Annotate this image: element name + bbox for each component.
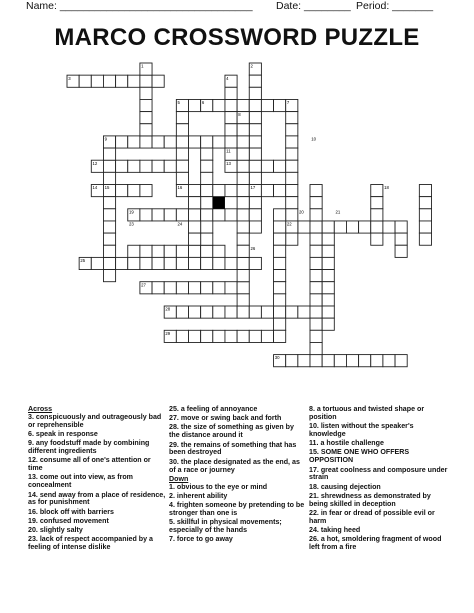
grid-cell[interactable] xyxy=(189,330,201,342)
grid-cell[interactable] xyxy=(189,221,201,233)
grid-cell[interactable] xyxy=(152,160,164,172)
grid-cell[interactable] xyxy=(322,233,334,245)
grid-cell[interactable] xyxy=(310,257,322,269)
grid-cell[interactable] xyxy=(225,185,237,197)
grid-cell[interactable] xyxy=(128,136,140,148)
grid-cell[interactable] xyxy=(322,270,334,282)
grid-cell[interactable] xyxy=(140,112,152,124)
grid-cell[interactable] xyxy=(237,257,249,269)
grid-cell[interactable] xyxy=(176,209,188,221)
grid-cell[interactable] xyxy=(225,330,237,342)
grid-cell[interactable] xyxy=(334,221,346,233)
grid-cell[interactable] xyxy=(189,257,201,269)
across-clue-19: 19. confused movement xyxy=(28,516,109,525)
grid-cell[interactable] xyxy=(201,257,213,269)
grid-cell[interactable] xyxy=(225,209,237,221)
down-heading: Down xyxy=(169,474,189,483)
grid-cell[interactable] xyxy=(225,282,237,294)
grid-cell[interactable] xyxy=(346,221,358,233)
grid-cell[interactable] xyxy=(140,99,152,111)
grid-cell[interactable] xyxy=(249,112,261,124)
grid-cell[interactable] xyxy=(286,112,298,124)
grid-cell[interactable] xyxy=(419,209,431,221)
grid-cell[interactable] xyxy=(189,306,201,318)
grid-cell[interactable] xyxy=(140,124,152,136)
clue-column-1 xyxy=(28,406,166,553)
grid-cell[interactable] xyxy=(189,136,201,148)
grid-cell[interactable] xyxy=(274,294,286,306)
grid-cell[interactable] xyxy=(237,197,249,209)
grid-cell[interactable] xyxy=(189,245,201,257)
grid-cell[interactable] xyxy=(164,209,176,221)
grid-cell[interactable] xyxy=(310,270,322,282)
grid-cell[interactable] xyxy=(201,282,213,294)
grid-cell[interactable] xyxy=(201,136,213,148)
grid-cell[interactable] xyxy=(274,282,286,294)
grid-cell[interactable] xyxy=(419,233,431,245)
grid-cell[interactable] xyxy=(286,209,298,221)
grid-cell[interactable] xyxy=(176,245,188,257)
clue-number: 6 xyxy=(201,100,205,106)
grid-cell[interactable] xyxy=(201,209,213,221)
grid-cell[interactable] xyxy=(140,245,152,257)
grid-cell[interactable] xyxy=(237,282,249,294)
grid-cell[interactable] xyxy=(201,245,213,257)
grid-cell[interactable] xyxy=(103,257,115,269)
grid-cell[interactable] xyxy=(79,75,91,87)
grid-cell[interactable] xyxy=(140,257,152,269)
grid-cell[interactable] xyxy=(237,245,249,257)
grid-cell[interactable] xyxy=(213,185,225,197)
grid-cell[interactable] xyxy=(419,221,431,233)
grid-cell[interactable] xyxy=(128,160,140,172)
grid-cell[interactable] xyxy=(310,306,322,318)
grid-cell[interactable] xyxy=(286,172,298,184)
clue-number: 21 xyxy=(335,209,341,215)
grid-cell[interactable] xyxy=(274,270,286,282)
grid-cell[interactable] xyxy=(261,160,273,172)
grid-cell[interactable] xyxy=(310,330,322,342)
grid-cell[interactable] xyxy=(152,209,164,221)
grid-cell[interactable] xyxy=(213,330,225,342)
grid-cell[interactable] xyxy=(116,160,128,172)
down-clue-18: 18. causing dejection xyxy=(309,482,381,491)
clue-number: 24 xyxy=(177,221,183,227)
grid-cell[interactable] xyxy=(371,185,383,197)
grid-cell[interactable] xyxy=(201,221,213,233)
grid-cell[interactable] xyxy=(225,112,237,124)
grid-cell[interactable] xyxy=(213,306,225,318)
grid-cell[interactable] xyxy=(286,160,298,172)
grid-cell[interactable] xyxy=(237,294,249,306)
across-clue-30: 30. the place designated as the end, as of a race or journey xyxy=(169,457,300,474)
down-clue-24: 24. taking heed xyxy=(309,526,361,535)
across-clue-28: 28. the size of something as given by the distance around it xyxy=(169,423,294,440)
across-clue-6: 6. speak in response xyxy=(28,430,98,439)
grid-cell[interactable] xyxy=(140,87,152,99)
grid-cell[interactable] xyxy=(140,136,152,148)
grid-cell[interactable] xyxy=(395,245,407,257)
clue-number: 26 xyxy=(250,245,256,251)
clue-number: 27 xyxy=(141,282,146,288)
across-clue-14: 14. send away from a place of residence, as for punishment xyxy=(28,490,166,507)
grid-cell[interactable] xyxy=(201,148,213,160)
grid-cell[interactable] xyxy=(201,185,213,197)
grid-cell[interactable] xyxy=(310,342,322,354)
across-clue-23: 23. lack of respect accompanied by a feeling of intense dislike xyxy=(28,535,153,552)
down-clue-22: 22. in fear or dread of possible evil or harm xyxy=(309,508,435,525)
across-heading: Across xyxy=(28,405,53,413)
down-clue-4: 4. frighten someone by pretending to be stronger than one is xyxy=(169,501,305,517)
grid-cell[interactable] xyxy=(103,233,115,245)
grid-cell[interactable] xyxy=(395,355,407,367)
grid-cell[interactable] xyxy=(322,294,334,306)
grid-cell[interactable] xyxy=(310,282,322,294)
grid-cell[interactable] xyxy=(152,136,164,148)
clue-number: 25 xyxy=(80,258,86,263)
grid-cell[interactable] xyxy=(176,136,188,148)
grid-cell[interactable] xyxy=(213,282,225,294)
clue-number: 16 xyxy=(177,185,183,191)
grid-cell[interactable] xyxy=(103,148,115,160)
grid-cell[interactable] xyxy=(322,318,334,330)
grid-cell[interactable] xyxy=(310,221,322,233)
across-clue-13: 13. come out into view, as from concealment xyxy=(28,473,133,490)
grid-cell[interactable] xyxy=(189,233,201,245)
grid-cell[interactable] xyxy=(249,148,261,160)
clue-number: 19 xyxy=(128,209,134,215)
across-clue-9: 9. any foodstuff made by combining different ingredients xyxy=(28,439,150,456)
across-clue-20: 20. slightly salty xyxy=(28,526,83,535)
grid-cell[interactable] xyxy=(249,257,261,269)
grid-cell[interactable] xyxy=(274,99,286,111)
clue-number: 28 xyxy=(165,306,171,312)
down-clue-17: 17. great coolness and composure under strain xyxy=(309,465,448,482)
clue-number: 11 xyxy=(226,148,231,154)
grid-cell[interactable] xyxy=(152,282,164,294)
grid-cell[interactable] xyxy=(286,148,298,160)
grid-cell[interactable] xyxy=(213,245,225,257)
grid-cell[interactable] xyxy=(140,185,152,197)
shaded-square xyxy=(213,197,225,209)
grid-cell[interactable] xyxy=(176,282,188,294)
grid-cell[interactable] xyxy=(176,124,188,136)
grid-cell[interactable] xyxy=(322,355,334,367)
grid-cell[interactable] xyxy=(237,306,249,318)
grid-cell[interactable] xyxy=(103,75,115,87)
grid-cell[interactable] xyxy=(128,245,140,257)
grid-cell[interactable] xyxy=(152,257,164,269)
grid-cell[interactable] xyxy=(213,257,225,269)
grid-cell[interactable] xyxy=(286,185,298,197)
grid-cell[interactable] xyxy=(310,197,322,209)
grid-cell[interactable] xyxy=(249,87,261,99)
grid-cell[interactable] xyxy=(371,233,383,245)
down-clue-26: 26. a hot, smoldering fragment of wood left from a fire xyxy=(309,535,442,552)
grid-cell[interactable] xyxy=(225,124,237,136)
clue-number: 9 xyxy=(104,136,108,142)
grid-cell[interactable] xyxy=(225,306,237,318)
grid-cell[interactable] xyxy=(371,221,383,233)
clue-number: 23 xyxy=(128,221,134,227)
grid-cell[interactable] xyxy=(274,233,286,245)
clue-number: 20 xyxy=(299,209,304,215)
grid-cell[interactable] xyxy=(274,221,286,233)
clue-number: 15 xyxy=(104,185,110,191)
grid-cell[interactable] xyxy=(201,172,213,184)
clue-number: 5 xyxy=(177,100,180,106)
clue-number: 17 xyxy=(250,185,256,191)
grid-cell[interactable] xyxy=(274,318,286,330)
grid-cell[interactable] xyxy=(274,160,286,172)
clue-number: 8 xyxy=(238,112,241,118)
grid-cell[interactable] xyxy=(310,185,322,197)
grid-cell[interactable] xyxy=(310,245,322,257)
grid-cell[interactable] xyxy=(419,197,431,209)
grid-cell[interactable] xyxy=(91,257,103,269)
grid-cell[interactable] xyxy=(176,306,188,318)
grid-cell[interactable] xyxy=(237,330,249,342)
grid-cell[interactable] xyxy=(103,221,115,233)
grid-cell[interactable] xyxy=(201,160,213,172)
down-clue-11: 11. a hostile challenge xyxy=(309,439,384,448)
period-field[interactable]: Period: _______ xyxy=(356,0,434,12)
grid-cell[interactable] xyxy=(176,148,188,160)
grid-cell[interactable] xyxy=(116,185,128,197)
grid-cell[interactable] xyxy=(176,330,188,342)
grid-cell[interactable] xyxy=(322,282,334,294)
grid-cell[interactable] xyxy=(310,318,322,330)
clue-number: 29 xyxy=(165,330,171,336)
grid-cell[interactable] xyxy=(103,209,115,221)
grid-cell[interactable] xyxy=(261,330,273,342)
grid-cell[interactable] xyxy=(164,136,176,148)
grid-cell[interactable] xyxy=(249,136,261,148)
grid-cell[interactable] xyxy=(201,197,213,209)
grid-cell[interactable] xyxy=(371,355,383,367)
down-clue-7: 7. force to go away xyxy=(169,535,233,544)
grid-cell[interactable] xyxy=(237,233,249,245)
grid-cell[interactable] xyxy=(286,136,298,148)
grid-cell[interactable] xyxy=(237,148,249,160)
grid-cell[interactable] xyxy=(91,75,103,87)
grid-cell[interactable] xyxy=(298,221,310,233)
grid-cell[interactable] xyxy=(103,270,115,282)
grid-cell[interactable] xyxy=(249,75,261,87)
grid-cell[interactable] xyxy=(201,306,213,318)
grid-cell[interactable] xyxy=(395,221,407,233)
grid-cell[interactable] xyxy=(383,355,395,367)
clue-number: 10 xyxy=(311,136,316,142)
grid-cell[interactable] xyxy=(213,99,225,111)
grid-cell[interactable] xyxy=(249,209,261,221)
down-clue-2: 2. inherent ability xyxy=(169,491,228,500)
grid-cell[interactable] xyxy=(249,124,261,136)
grid-cell[interactable] xyxy=(176,160,188,172)
grid-cell[interactable] xyxy=(298,306,310,318)
across-clue-3: 3. conspicuously and outrageously bad or reprehensible xyxy=(28,412,162,429)
grid-cell[interactable] xyxy=(128,75,140,87)
grid-cell[interactable] xyxy=(322,221,334,233)
grid-cell[interactable] xyxy=(140,75,152,87)
grid-cell[interactable] xyxy=(213,136,225,148)
grid-cell[interactable] xyxy=(164,257,176,269)
grid-cell[interactable] xyxy=(298,355,310,367)
grid-cell[interactable] xyxy=(274,306,286,318)
grid-cell[interactable] xyxy=(261,99,273,111)
grid-cell[interactable] xyxy=(103,197,115,209)
grid-cell[interactable] xyxy=(249,160,261,172)
grid-cell[interactable] xyxy=(359,355,371,367)
grid-cell[interactable] xyxy=(237,185,249,197)
grid-cell[interactable] xyxy=(225,87,237,99)
clue-number: 14 xyxy=(92,185,98,191)
page-title: MARCO CROSSWORD PUZZLE xyxy=(54,24,420,51)
grid-cell[interactable] xyxy=(286,197,298,209)
grid-cell[interactable] xyxy=(225,99,237,111)
clue-number: 30 xyxy=(274,355,280,361)
clue-number: 7 xyxy=(286,100,290,106)
down-clue-21: 21. shrewdness as demonstrated by being skilled in deception xyxy=(309,491,431,508)
grid-cell[interactable] xyxy=(237,99,249,111)
grid-cell[interactable] xyxy=(346,355,358,367)
grid-cell[interactable] xyxy=(286,355,298,367)
grid-cell[interactable] xyxy=(274,330,286,342)
grid-cell[interactable] xyxy=(249,306,261,318)
grid-cell[interactable] xyxy=(371,197,383,209)
grid-cell[interactable] xyxy=(237,172,249,184)
clue-number: 22 xyxy=(286,221,292,227)
across-clue-12: 12. consume all of one's attention or time xyxy=(28,456,151,473)
grid-cell[interactable] xyxy=(189,197,201,209)
grid-cell[interactable] xyxy=(249,221,261,233)
name-field[interactable]: Name: _________________________________ xyxy=(26,0,253,12)
grid-cell[interactable] xyxy=(322,306,334,318)
grid-cell[interactable] xyxy=(286,306,298,318)
grid-cell[interactable] xyxy=(274,185,286,197)
grid-cell[interactable] xyxy=(310,355,322,367)
grid-cell[interactable] xyxy=(140,209,152,221)
grid-cell[interactable] xyxy=(140,160,152,172)
grid-cell[interactable] xyxy=(116,136,128,148)
clue-number: 1 xyxy=(141,63,144,69)
grid-cell[interactable] xyxy=(274,245,286,257)
grid-cell[interactable] xyxy=(128,185,140,197)
grid-cell[interactable] xyxy=(116,257,128,269)
grid-cell[interactable] xyxy=(201,330,213,342)
grid-cell[interactable] xyxy=(274,257,286,269)
grid-cell[interactable] xyxy=(128,257,140,269)
grid-cell[interactable] xyxy=(395,233,407,245)
grid-cell[interactable] xyxy=(322,245,334,257)
grid-cell[interactable] xyxy=(164,160,176,172)
grid-cell[interactable] xyxy=(103,245,115,257)
grid-cell[interactable] xyxy=(371,209,383,221)
clue-column-2 xyxy=(169,406,306,545)
grid-cell[interactable] xyxy=(383,221,395,233)
grid-cell[interactable] xyxy=(310,294,322,306)
down-clue-5: 5. skillful in physical movements; especially of the hands xyxy=(169,518,282,535)
grid-cell[interactable] xyxy=(237,209,249,221)
grid-cell[interactable] xyxy=(334,355,346,367)
across-clue-29: 29. the remains of something that has been destroyed xyxy=(169,440,297,457)
grid-cell[interactable] xyxy=(261,185,273,197)
down-clue-10: 10. listen without the speaker's knowledge xyxy=(309,422,414,439)
clue-number: 12 xyxy=(92,160,98,166)
grid-cell[interactable] xyxy=(310,233,322,245)
grid-cell[interactable] xyxy=(249,99,261,111)
clue-number: 4 xyxy=(226,75,229,81)
grid-cell[interactable] xyxy=(116,75,128,87)
grid-cell[interactable] xyxy=(286,124,298,136)
grid-cell[interactable] xyxy=(249,172,261,184)
grid-cell[interactable] xyxy=(249,197,261,209)
across-clue-27: 27. move or swing back and forth xyxy=(169,414,282,423)
grid-cell[interactable] xyxy=(322,257,334,269)
grid-cell[interactable] xyxy=(189,282,201,294)
grid-cell[interactable] xyxy=(286,233,298,245)
grid-cell[interactable] xyxy=(152,75,164,87)
grid-cell[interactable] xyxy=(176,257,188,269)
grid-cell[interactable] xyxy=(237,270,249,282)
grid-cell[interactable] xyxy=(261,306,273,318)
clue-number: 18 xyxy=(384,185,389,191)
grid-cell[interactable] xyxy=(225,257,237,269)
grid-cell[interactable] xyxy=(237,160,249,172)
grid-cell[interactable] xyxy=(176,112,188,124)
across-clue-16: 16. block off with barriers xyxy=(28,507,114,516)
clue-number: 3 xyxy=(68,75,71,81)
grid-cell[interactable] xyxy=(359,221,371,233)
down-clue-8: 8. a tortuous and twisted shape or position xyxy=(309,405,425,421)
grid-cell[interactable] xyxy=(164,282,176,294)
date-field[interactable]: Date: ________ xyxy=(276,0,351,12)
clue-number: 2 xyxy=(250,63,253,69)
grid-cell[interactable] xyxy=(189,185,201,197)
grid-cell[interactable] xyxy=(164,245,176,257)
grid-cell[interactable] xyxy=(237,136,249,148)
grid-cell[interactable] xyxy=(249,330,261,342)
clue-number: 13 xyxy=(226,160,231,166)
grid-cell[interactable] xyxy=(237,221,249,233)
grid-cell[interactable] xyxy=(103,160,115,172)
grid-cell[interactable] xyxy=(103,172,115,184)
down-clue-15: 15. SOME ONE WHO OFFERS OPPOSITION xyxy=(309,448,410,465)
clue-column-3 xyxy=(309,406,449,553)
grid-cell[interactable] xyxy=(189,209,201,221)
grid-cell[interactable] xyxy=(176,172,188,184)
grid-cell[interactable] xyxy=(419,185,431,197)
grid-cell[interactable] xyxy=(152,245,164,257)
grid-cell[interactable] xyxy=(213,209,225,221)
grid-cell[interactable] xyxy=(274,209,286,221)
grid-cell[interactable] xyxy=(189,99,201,111)
grid-cell[interactable] xyxy=(237,124,249,136)
down-clue-1: 1. obvious to the eye or mind xyxy=(169,482,268,491)
grid-cell[interactable] xyxy=(310,209,322,221)
across-clue-25: 25. a feeling of annoyance xyxy=(169,405,258,413)
grid-cell[interactable] xyxy=(225,136,237,148)
grid-cell[interactable] xyxy=(201,233,213,245)
